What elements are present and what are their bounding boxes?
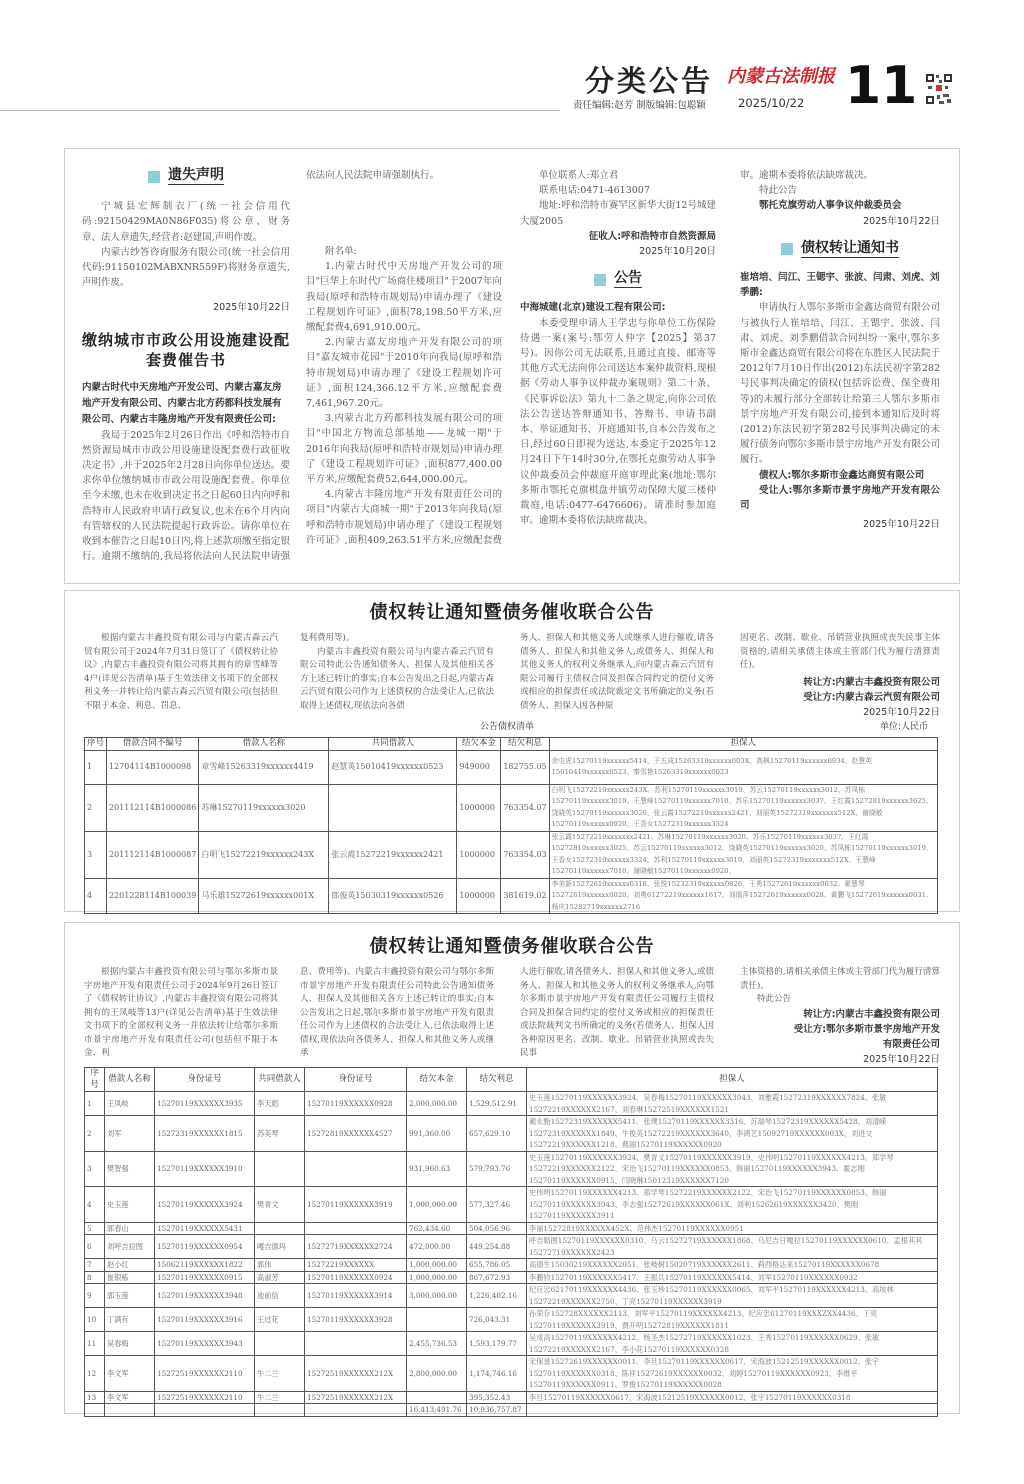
table-row [85,1391,938,1404]
joint1-table-wrap [84,737,938,914]
totals-row [85,1404,938,1417]
total-interest: 10,936,757.87 [467,1404,527,1417]
debt-table-1 [84,737,938,914]
table-cell: 381619.02 [501,878,549,914]
table-cell: 苏琳15270119xxxxxx3020 [199,784,329,831]
table-row [85,1116,938,1152]
table-cell: 孙荣存152728XXXXXX2113、刘军平15270119XXXXXX4213、纪应忠61270119XXXZXX4436、丁亮15270119XXXXXX3919、贾开明15272819XXXXXX1811 [527,1308,938,1332]
fee-contact-person: 单位联系人:郑立君 [539,170,619,181]
title-marker-icon [781,243,793,255]
announcement-body: 本委受理申请人王学忠与你单位工伤保险待遇一案(案号:鄂劳人仲字【2025】第37号)。因你公司无法联系,且通过直接、邮寄等其他方式无法向你公司送达本案仲裁资料,现根据《劳动人事争议仲裁办案规则》第二十条、《民事诉讼法》第九十二条之规定,向你公司依法公告送达答辩通知书、答辩书、申请书副本、举证通知书、开庭通知书,自本公告发布之日,经过60日即视为送达,本委定于2025年12月24日下午14时30分,在鄂托克旗劳动人事争议仲裁委员会仲裁庭开庭审理此案(地址:鄂尔多斯市鄂托克旗棋盘井镇劳动保障大厦三楼仲裁庭,电话:0477-6476606)。请准时参加庭审。逾期本委将依法缺席裁决。 [520,317,716,527]
table-cell: 1000000 [457,878,501,914]
table-cell: 余屯虎15270119xxxxxx5414、王五成15263319xxxxxx003X、高枫15270119xxxxxx0934、赵慧英15010419xxxxxx0523、秦雪艳15263319xxxxxx0023 [549,750,937,784]
table-cell: 15270119XXXXXX3943 [155,1332,255,1356]
column-header: 序号 [85,1068,105,1092]
table-cell: 11 [85,1332,105,1356]
table-cell: 579,793.76 [467,1151,527,1187]
table-cell: 史玉莲15270119XXXXXX3924、吴春梅15270119XXXXXX3943、刘雅霞15272319XXXXXX7824、张敏15272219XXXXXX2167、刘春琳15272519XXXXXX1521 [527,1092,938,1116]
column-header: 结欠利息 [501,738,549,751]
table-cell: 李鹏钧15270119XXXXXX5417、王振兵15270119XXXXXX5414、刘军15270119XXXXXX0932 [527,1271,938,1284]
lost-notice-date: 2025年10月22日 [213,302,290,314]
table-cell: 2201228114B100039 [107,878,199,914]
table-cell: 991,360.00 [407,1116,467,1152]
table-cell: 高德生15030219XXXXXX2051、张岐树15020719XXXXXX2611、莉西格达来15270119XXXXXX0678 [527,1259,938,1272]
table-cell: 李文军 [105,1391,155,1404]
table-cell: 郎俊英15030319xxxxxx0526 [329,878,457,914]
table-cell: 1,593,179.77 [467,1332,527,1356]
table-cell: 1,529,512.91 [467,1092,527,1116]
table-cell: 504,056.96 [467,1222,527,1235]
table-cell: 吴春梅 [105,1332,155,1356]
title-marker-icon [594,274,606,286]
section-title: 分类公告 [585,64,714,98]
table-row [85,1222,938,1235]
announcement-title: 公告 [520,271,716,288]
table-cell: 10 [85,1308,105,1332]
table-cell: 呼吉勒图15270119XXXXXX0310、乌云15272719XXXXXX1868、乌尼吉日嘎拉15270119XXXXXX0610、孟根其其15272719XXXXXX2423 [527,1235,938,1259]
newspaper-logo: 内蒙古法制报 [727,66,835,87]
table-row [85,1187,938,1223]
announcement-cont [740,168,940,532]
table-cell: 马乐雄15272619xxxxxx001X [199,878,329,914]
table-cell: 白明飞15272219xxxxxx243X、苏利15270119xxxxxx3019、苏云15270119xxxxxx3012、苏凤栋15270119xxxxxx3019、王慧峰15270119xxxxxx7010、苏乐15270119xxxxxx3037、王红霞15272819xxxxxx3025、饶晓英15270119xxxxxx3020、张云霞15272219xxxxxx2421、刘丽英15272319xxxxxxx512X、谢晓敏15270119xxxxxx0920、王香女15272319xxxxxx3324 [549,784,937,831]
table-cell: 1 [85,750,107,784]
column-header: 序号 [85,738,107,751]
fee-notice-body: 我局于2025年2月26日作出《呼和浩特市自然资源局城市市政公用设施建设配套费行政征收决定书》,并于2025年2月28日向你单位送达。要求你单位缴纳城市市政公用设施配套费。你单位至今未缴,也未在收到决定书之日起60日内向呼和浩特市人民政府申请行政复议,也未在6个月内向有管辖权的人民法院提起行政诉讼。请你单位在收到本催告之日起10日内,将上述款项缴至指定银行。逾期不缴纳的,我局将依法向人民法院申请强 [82,429,290,563]
table-cell: 15270119XXXXXX3948 [155,1284,255,1308]
fee-date: 2025年10月20日 [639,246,716,258]
table-cell: 395,352.43 [467,1391,527,1404]
fee-notice-title: 缴纳城市市政公用设施建设配套费催告书 [82,330,291,369]
column-header: 担保人 [527,1068,938,1092]
table-cell: 8 [85,1271,105,1284]
table-cell: 449,254.88 [467,1235,527,1259]
table-cell: 15272819XXXXXX4527 [305,1116,407,1152]
table-cell: 郭春山 [105,1222,155,1235]
joint1-col4: 因更名、改制、歇业、吊销营业执照或丧失民事主体资格的,请相关承债主体或主管部门代为履行清算责任)。 转让方:内蒙古丰鑫投资有限公司 受让方:内蒙古森云汽贸有限公司 2025年10月22日 [740,632,940,720]
table-cell: 3,000,000.00 [407,1284,467,1308]
announcement-closing: 特此公告 [759,185,798,197]
table-cell: 15272519XXXXXX212X [305,1391,407,1404]
table-cell: 史玉莲 [105,1187,155,1223]
table-cell [255,1222,305,1235]
column-header: 身份证号 [305,1068,407,1092]
table-cell: 13 [85,1391,105,1404]
fee-notice-item: 3.内蒙古北方药都科技发展有限公司的项目"中国北方物流总部基地——龙城一期"于2016年向我局(原呼和浩特市规划局)申请办理了《建设工程规划许可证》,面积877,400.00平方米,应缴配套费52,644,000.00元。 [306,413,502,486]
table-cell: 15272519XXXXXX2110 [155,1356,255,1392]
announcement-issuer: 鄂托克旗劳动人事争议仲裁委员会 [759,200,902,212]
table-cell: 史伟明15270119XXXXXX4213、郑学琴15272219XXXXXX2122、宋治飞15270119XXXXXX0853、韩丽15270119XXXXXX3943、李志强15272619XXXXXX061X、刘利15262619XXXXXX3420、樊刚15270119XXXXXX3911 [527,1187,938,1223]
joint2-table-wrap [84,1067,938,1417]
joint1-date: 2025年10月22日 [863,706,940,718]
table-cell: 高淑芳 [255,1271,305,1284]
table-row [85,1356,938,1392]
announcement-date: 2025年10月22日 [863,215,940,227]
table-cell: 2,800,000.00 [407,1356,467,1392]
transfer-notice-title: 债权转让通知书 [740,241,940,258]
table-cell: 15062119XXXXXX1822 [155,1259,255,1272]
table-cell: 王凤岐 [105,1092,155,1116]
table-cell: 3 [85,831,107,878]
announcement-addressee: 中海城建(北京)建设工程有限公司: [520,302,666,314]
table-header-row [85,1068,938,1092]
transfer-assignee: 受让人:鄂尔多斯市景宇房地产开发有限公司 [740,484,940,512]
table-cell: 657,629.10 [467,1116,527,1152]
table-cell: 白明飞15272219xxxxxx243X [199,831,329,878]
fee-notice-list-label: 附名单: [325,246,357,257]
table-cell: 刘军 [105,1116,155,1152]
joint1-col2: 复利费用等)。 内蒙古丰鑫投资有限公司与内蒙古森云汽贸有限公司特此公告通知债务人、担保人及其他相关各方上述已转让的事实;自本公告发出之日起,内蒙古森云汽贸有限公司作为上述债权的合法受让人,已依法取得上述债权,现依法向各债 [300,633,494,711]
joint1-unit: 单位:人民币 [880,722,929,732]
transfer-creditor: 债权人:鄂尔多斯市金鑫达商贸有限公司 [759,469,925,481]
table-cell: 1,000,000.00 [407,1259,467,1272]
joint2-col4: 主体资格的,请相关承债主体或主管部门代为履行清算责任)。 特此公告 转让方:内蒙古丰鑫投资有限公司 受让方:鄂尔多斯市景宇房地产开发 有限责任公司 2025年10月22日 [740,966,940,1067]
table-cell: 15272519XXXXXX212X [305,1356,407,1392]
table-cell: 1000000 [457,784,501,831]
table-cell [407,1308,467,1332]
table-cell: 182755.05 [501,750,549,784]
header-rule [0,110,560,111]
table-cell: 201112114B1000087 [107,831,199,878]
table-cell [329,784,457,831]
table-cell: 867,672.93 [467,1271,527,1284]
table-cell: 李丽15272819XXXXXX452X、范伟杰15270119XXXXXX0951 [527,1222,938,1235]
table-row [85,784,938,831]
joint2-col2: 息、费用等)。内蒙古丰鑫投资有限公司与鄂尔多斯市景宇房地产开发有限责任公司特此公告通知债务人、担保人及其他相关各方上述已转让的事实;自本公告发出之日起,鄂尔多斯市景宇房地产开发有限责任公司作为上述债权的合法受让人,已依法取得上述债权,现依法向各债务人、担保人和其他义务人或继承 [300,967,494,1058]
table-row [85,1284,938,1308]
table-cell: 池前信 [255,1284,305,1308]
table-cell: 李美新15272619xxxxxx0318、张悦15232319xxxxxx0826、王勇15272619xxxxxx0032、翟慧琴15272619xxxxxx0020、刘勇61272219xxxxxx1617、刘瑞萍15272619xxxxxx0028、黄鹏飞15272619xxxxxx0031、杨庆15282719xxxxxx2716 [549,878,937,914]
table-cell: 2 [85,784,107,831]
joint-notice-2-title: 债权转让通知暨债务催收联合公告 [369,936,655,957]
table-cell: 2,000,000.00 [407,1092,467,1116]
issue-date: 2025/10/22 [738,96,805,110]
column-header: 借款人名称 [199,738,329,751]
table-cell: 577,327.46 [467,1187,527,1223]
table-cell: 史玉莲15270119XXXXXX3924、樊青义15270119XXXXXX3919、史伟明15270119XXXXXX4213、郑学琴15272219XXXXXX2122、宋治飞15270119XXXXXX0853、韩丽15270119XXXXXX3943、霍志刚15270119XXXXXX0915、闫晓琳15012319XXXXXX7120 [527,1151,938,1187]
table-cell [155,1404,255,1417]
column-header: 结欠本金 [407,1068,467,1092]
table-cell: 931,960.63 [407,1151,467,1187]
table-cell [105,1404,155,1417]
table-cell: 1,000,000.00 [407,1187,467,1223]
table-cell: 樊智强 [105,1151,155,1187]
joint1-transferee: 受让方:内蒙古森云汽贸有限公司 [803,691,940,703]
table-cell: 张云霞15272219xxxxxx2421 [329,831,457,878]
table-cell: 15270119XXXXXX3928 [305,1308,407,1332]
table-cell: 1,000,000.00 [407,1271,467,1284]
transfer-addressees: 崔培培、闫江、王锶宇、张波、闫肃、刘虎、刘季鹏: [740,272,940,299]
table-row [85,750,938,784]
table-cell: 牛二兰 [255,1356,305,1392]
table-cell: 宋保垦15272619XXXXXX0011、李旦15270119XXXXXX0617、宋海波15212519XXXXXX0012、张宇15270119XXXXXX0318、陈祥15272619XXXXXX0032、刘婷15270119XXXXXX0923、李维平15270119XXXXXX0911、罗俊15270119XXXXXX0028 [527,1356,938,1392]
lost-notice [82,168,290,565]
table-cell: 762,434.60 [407,1222,467,1235]
table-row [85,831,938,878]
table-row [85,1271,938,1284]
fee-notice-item: 4.内蒙古丰隆房地产开发有限责任公司的项目"内蒙古大商城一期"于2013年向我局(原呼和浩特市规划局)申请办理了《建设工程规划许可证》,面积409,263.51平方米,应缴配套费 [306,489,502,546]
joint-notice-1-title: 债权转让通知暨债务催收联合公告 [369,602,655,623]
table-cell: 763354.07 [501,784,549,831]
table-cell: 15270119XXXXXX3919 [305,1187,407,1223]
table-cell: 吴成高15270119XXXXXX4212、杨圣杰15272719XXXXXX1023、王秀15270119XXXXXX0629、张敏15272219XXXXXX2167、李小花15270119XXXXXX0328 [527,1332,938,1356]
lost-notice-paragraph: 宁城县宏辉制衣厂(统一社会信用代码:92150429MA0N86F035)将公章、财务章、法人章遗失,经营者:赵建国,声明作废。 [82,201,290,243]
table-cell: 李天彪 [255,1092,305,1116]
table-cell: 15270119XXXXXX3924 [155,1187,255,1223]
fee-issuer: 征收人:呼和浩特市自然资源局 [588,230,716,242]
title-marker-icon [148,171,160,183]
fee-address: 地址:呼和浩特市赛罕区新华大街12号城建大厦2005 [520,200,716,227]
table-cell: 嘎吉德玛 [255,1235,305,1259]
fee-notice-cont [306,168,502,549]
table-row [85,1151,938,1187]
table-cell: 张云霞15272219xxxxxxx2421、苏琳15270119xxxxxx3020、苏乐15270119xxxxxx3037、王红霞15272819xxxxxx3025、苏云15270119xxxxxx3012、饶晓英15270119xxxxxx3020、苏凤栋15270119xxxxxx3019、王香女15272319xxxxxx3324、苏利15270119xxxxxx3019、刘丽英15272319xxxxxxx512X、王慧峰15270119xxxxxx7010、谢晓敏15270119xxxxxx0920、 [549,831,937,878]
table-cell: 15272319XXXXXX1815 [155,1116,255,1152]
table-cell: 726,043.31 [467,1308,527,1332]
table-row [85,1308,938,1332]
table-cell [305,1151,407,1187]
announcement-body-end: 审。逾期本委将依法缺席裁决。 [740,170,874,181]
fee-notice-contact [520,168,716,560]
table-cell: 牛二兰 [255,1391,305,1404]
table-cell [407,1391,467,1404]
table-cell: 王过花 [255,1308,305,1332]
table-cell: 15270119XXXXXX0915 [155,1271,255,1284]
joint1-transferor: 转让方:内蒙古丰鑫投资有限公司 [803,676,940,688]
table-cell: 655,786.05 [467,1259,527,1272]
joint2-transferee: 受让方:鄂尔多斯市景宇房地产开发 [793,1023,940,1035]
table-header-row [85,738,938,751]
debt-table-2 [84,1067,938,1417]
table-cell: 15270119XXXXXX5431 [155,1222,255,1235]
joint2-transferor: 转让方:内蒙古丰鑫投资有限公司 [803,1008,940,1020]
table-cell: 472,000.00 [407,1235,467,1259]
table-cell: 12704114B1000098 [107,750,199,784]
table-cell: 763354.03 [501,831,549,878]
table-cell: 李旦15270119XXXXXX0617、宋海波15212519XXXXXX0012、张宇15270119XXXXXX0318 [527,1391,938,1404]
table-cell: 15270119XXXXXX0924 [305,1271,407,1284]
table-cell: 樊青文 [255,1187,305,1223]
table-cell: 15270119XXXXXX0928 [305,1092,407,1116]
table-cell: 苏美琴 [255,1116,305,1152]
table-cell: 4 [85,878,107,914]
table-cell: 赵小红 [105,1259,155,1272]
table-cell: 949000 [457,750,501,784]
table-cell: 蔺永甄15272319XXXXXX5411、张璞15270119XXXXXX3316、苏瑞琴15272319XXXXXX5428、刘清嵘15272319XXXXXX1849、牛俊英15272219XXXXXX3640、李鸿艺15092719XXXXXX003X、刘进文15272219XXXXXX1218、燕丽15270119XXXXXX0920 [527,1116,938,1152]
table-row [85,1332,938,1356]
table-cell: 崔银栋 [105,1271,155,1284]
table-cell: 赵慧英15010419xxxxxx0523 [329,750,457,784]
table-cell: 7 [85,1259,105,1272]
table-cell: 1,174,746.16 [467,1356,527,1392]
table-cell: 15270119XXXXXX3935 [155,1092,255,1116]
column-header: 借款合同不编号 [107,738,199,751]
table-cell: 2 [85,1116,105,1152]
column-header: 共同借款人 [329,738,457,751]
table-cell [255,1151,305,1187]
table-cell: 12 [85,1356,105,1392]
table-cell: 丁满有 [105,1308,155,1332]
table-row [85,1092,938,1116]
table-cell [305,1404,407,1417]
table-cell: 郭伟 [255,1259,305,1272]
table-cell: 1,226,402.16 [467,1284,527,1308]
fee-notice-body-cont: 依法向人民法院申请强制执行。 [306,169,440,181]
table-cell: 9 [85,1284,105,1308]
table-cell: 李文军 [105,1356,155,1392]
joint1-col1: 根据内蒙古丰鑫投资有限公司与内蒙古森云汽贸有限公司于2024年7月31日签订了《债权转让协议》,内蒙古丰鑫投资有限公司将其拥有的章雪峰等4户(详见公告清单)基于生效法律文书项下的全部权利义务一并转让给内蒙古森云汽贸有限公司(包括但不限于本金、利息、罚息、 [84,633,278,711]
column-header: 担保人 [549,738,937,751]
fee-contact-phone: 联系电话:0471-4613007 [539,185,650,197]
table-cell: 15270119XXXXXX3916 [155,1308,255,1332]
table-cell: 1 [85,1092,105,1116]
joint2-transferee-cont: 有限责任公司 [882,1038,940,1050]
table-row [85,1235,938,1259]
joint2-col1: 根据内蒙古丰鑫投资有限公司与鄂尔多斯市景宇房地产开发有限责任公司于2024年9月26日签订了《债权转让协议》,内蒙古丰鑫投资有限公司将其拥有的王凤岐等13户(详见公告清单)基于生效法律文书项下的全部权利义务一并依法转让给鄂尔多斯市景宇房地产开发有限责任公司(包括但不限于本金、利 [84,967,278,1058]
table-cell [527,1404,938,1417]
fee-notice-addressees: 内蒙古时代中天房地产开发公司、内蒙古嘉友房地产开发有限公司、内蒙古北方药都科技发展有限公司、内蒙古丰隆房地产开发有限责任公司: [82,381,282,425]
table-cell: 1000000 [457,831,501,878]
table-cell: 6 [85,1235,105,1259]
table-cell [305,1332,407,1356]
page-number: 11 [845,56,918,116]
table-cell: 15272219XXXXXX [305,1259,407,1272]
joint1-table-caption: 公告债权清单 [480,722,535,732]
table-cell: 15270119XXXXXX3910 [155,1151,255,1187]
transfer-body: 申请执行人鄂尔多斯市金鑫达商贸有限公司与被执行人崔培培、闫江、王锶宇、张波、闫肃、刘虎、刘季鹏借款合同纠纷一案中,鄂尔多斯市金鑫达商贸有限公司将在东胜区人民法院于2012年7月10日作出(2012)东法民初字第282号民事判决确定的债权(包括诉讼费、保全费用等)的未履行部分全部转让给第三人鄂尔多斯市景宇房地产开发有限公司,接到本通知后及时将(2012)东法民初字第282号民事判决确定的未履行债务向鄂尔多斯市景宇房地产开发有限公司履行。 [740,302,940,466]
table-cell [85,1404,105,1417]
table-cell [255,1404,305,1417]
lost-notice-paragraph: 内蒙古纱答咨询服务有限公司(统一社会信用代码:91150102MABXNR559F)将财务章遗失,声明作废。 [82,246,290,289]
column-header: 共同借款人 [255,1068,305,1092]
fee-notice-item: 1.内蒙古时代中天房地产开发公司的项目"巨华上东时代广场商住楼项目"于2007年向我局(原呼和浩特市规划局)申请办理了《建设工程规划许可证》,面积78,198.50平方米,应缴配套费4,691,910.00元。 [306,261,502,334]
table-cell: 15272719XXXXXX2724 [305,1235,407,1259]
table-cell: 刘呼吉拉图 [105,1235,155,1259]
table-cell: 201112114B1000086 [107,784,199,831]
table-row [85,1259,938,1272]
joint1-col3: 务人、担保人和其他义务人或继承人进行催收,请各债务人、担保人和其他义务人,或债务人、担保人和其他义务人的权利义务继承人,向内蒙古森云汽贸有限公司履行主债权合同及担保合同约定的偿付义务或相应的担保责任或法院裁定文书所确定的义务(若债务人、担保人因各种原 [520,633,714,711]
column-header: 借款人名称 [105,1068,155,1092]
table-cell: 5 [85,1222,105,1235]
column-header: 结欠本金 [457,738,501,751]
table-cell: 纪应忠62170119XXXXXX4436、张玉珍15270119XXXXXX0065、刘军平15270119XXXXXX4213、高埃林15272219XXXXXX2750、丁亮15270119XXXXXX3919 [527,1284,938,1308]
table-cell: 章雪峰15263319xxxxxx4419 [199,750,329,784]
table-cell: 15272519XXXXXX2110 [155,1391,255,1404]
table-row [85,878,938,914]
total-principal: 16,413,491.76 [407,1404,467,1417]
table-cell: 15270119XXXXXX0954 [155,1235,255,1259]
table-cell: 3 [85,1151,105,1187]
table-cell: 15270119XXXXXX3914 [305,1284,407,1308]
qr-code-icon [925,72,953,106]
joint2-col3: 人进行催收,请各债务人、担保人和其他义务人,或债务人、担保人和其他义务人的权利义务继承人,向鄂尔多斯市景宇房地产开发有限责任公司履行主债权合同及担保合同约定的偿付义务或相应的担保责任或法院裁判文书所确定的义务(若债务人、担保人因各种原因更名、改制、歇业、吊销营业执照或丧失民事 [520,967,714,1058]
joint2-closing: 特此公告 [757,994,792,1004]
lost-notice-title: 遗失声明 [82,168,290,185]
table-cell [255,1332,305,1356]
table-cell: 2,455,736.53 [407,1332,467,1356]
table-cell: 4 [85,1187,105,1223]
fee-notice-item: 2.内蒙古嘉友房地产开发有限公司的项目"嘉友城市花园"于2010年向我局(原呼和浩特市规划局)申请办理了《建设工程规划许可证》,面积124,366.12平方米,应缴配套费7,461,967.20元。 [306,337,502,410]
column-header: 结欠利息 [467,1068,527,1092]
column-header: 身份证号 [155,1068,255,1092]
joint2-date: 2025年10月22日 [863,1054,940,1066]
editors-line: 责任编辑:赵芳 制版编辑:包聪颖 [573,100,706,111]
table-cell [305,1222,407,1235]
transfer-date: 2025年10月22日 [863,519,940,531]
table-cell: 郭玉莲 [105,1284,155,1308]
